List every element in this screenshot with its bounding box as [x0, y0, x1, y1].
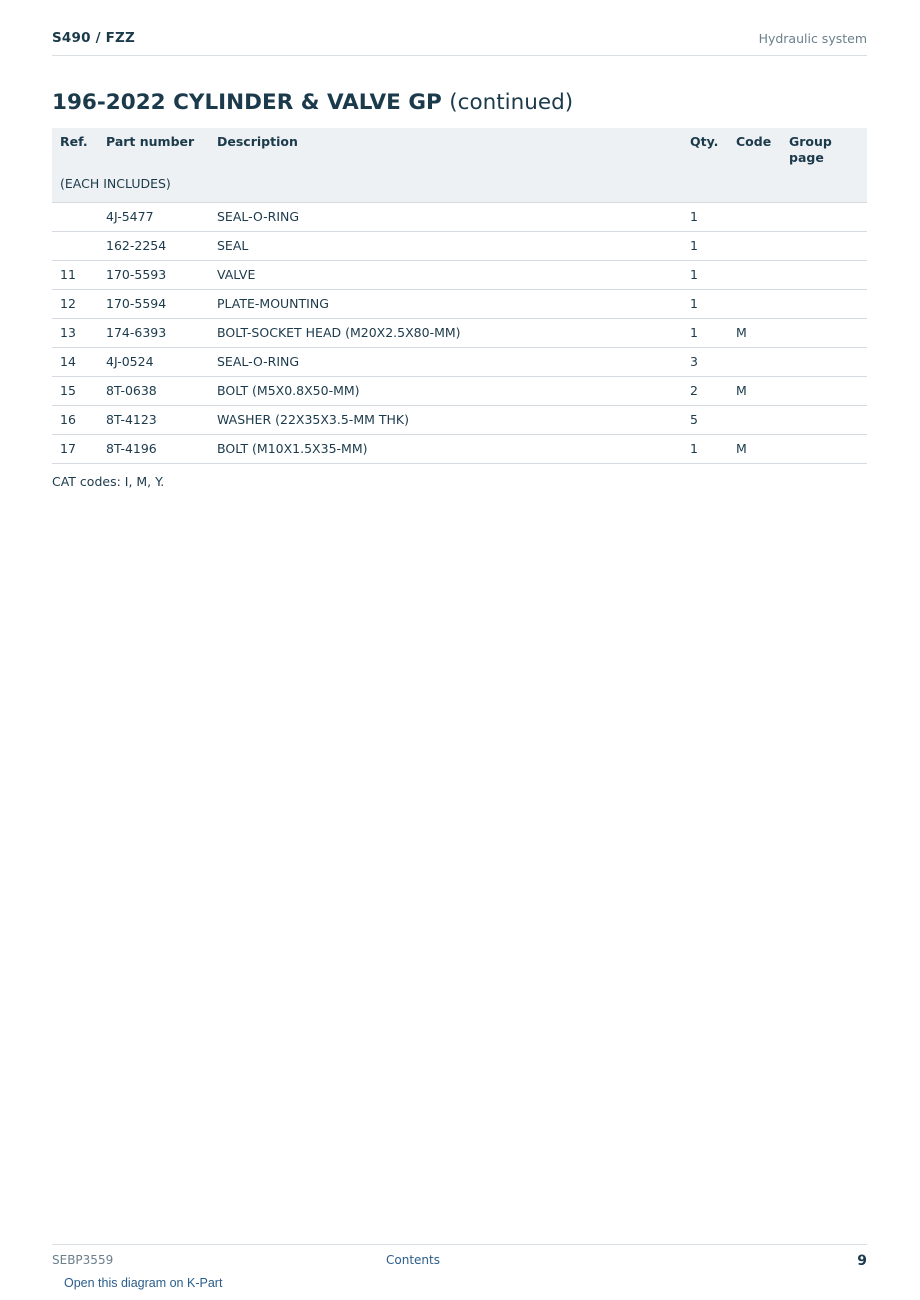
column-header-code: Code — [728, 128, 781, 166]
row-code — [728, 202, 781, 231]
table-row — [52, 434, 867, 463]
row-part-number: 4J-0524 — [98, 347, 209, 376]
row-description: VALVE — [209, 260, 682, 289]
row-qty: 1 — [682, 318, 728, 347]
row-ref: 16 — [52, 405, 98, 434]
row-group-page — [781, 260, 867, 289]
row-code: M — [728, 318, 781, 347]
page-number: 9 — [857, 1253, 867, 1269]
row-ref: 11 — [52, 260, 98, 289]
parts-table-body — [52, 166, 867, 463]
row-qty: 2 — [682, 376, 728, 405]
document-id: SEBP3559 — [52, 1253, 114, 1267]
page-header — [52, 28, 867, 56]
table-row — [52, 318, 867, 347]
row-part-number: 170-5593 — [98, 260, 209, 289]
row-description: BOLT (M5X0.8X50-MM) — [209, 376, 682, 405]
table-row — [52, 376, 867, 405]
row-group-page — [781, 318, 867, 347]
row-code — [728, 231, 781, 260]
column-header-description: Description — [209, 128, 682, 166]
row-ref: 12 — [52, 289, 98, 318]
row-qty: 3 — [682, 347, 728, 376]
row-ref: 15 — [52, 376, 98, 405]
row-ref — [52, 231, 98, 260]
row-qty: 1 — [682, 202, 728, 231]
includes-note: (EACH INCLUDES) — [52, 166, 867, 202]
contents-link[interactable]: Contents — [386, 1253, 440, 1267]
row-group-page — [781, 376, 867, 405]
row-qty: 1 — [682, 289, 728, 318]
row-code — [728, 260, 781, 289]
row-qty: 5 — [682, 405, 728, 434]
row-ref: 17 — [52, 434, 98, 463]
row-part-number: 8T-4196 — [98, 434, 209, 463]
table-row — [52, 289, 867, 318]
row-group-page — [781, 434, 867, 463]
section-name: Hydraulic system — [758, 31, 867, 46]
row-code: M — [728, 376, 781, 405]
row-qty: 1 — [682, 434, 728, 463]
row-part-number: 162-2254 — [98, 231, 209, 260]
row-qty: 1 — [682, 231, 728, 260]
includes-row — [52, 166, 867, 202]
group-title: 196-2022 CYLINDER & VALVE GP — [52, 90, 442, 115]
table-row — [52, 231, 867, 260]
row-description: SEAL-O-RING — [209, 202, 682, 231]
table-row — [52, 260, 867, 289]
row-description: SEAL — [209, 231, 682, 260]
parts-table — [52, 128, 867, 464]
table-row — [52, 202, 867, 231]
page-title — [52, 89, 573, 117]
row-code — [728, 347, 781, 376]
row-group-page — [781, 347, 867, 376]
row-description: SEAL-O-RING — [209, 347, 682, 376]
open-kpart-link[interactable]: Open this diagram on K-Part — [64, 1276, 223, 1290]
column-header-part-number: Part number — [98, 128, 209, 166]
machine-model: S490 / FZZ — [52, 30, 136, 46]
row-description: BOLT-SOCKET HEAD (M20X2.5X80-MM) — [209, 318, 682, 347]
row-part-number: 4J-5477 — [98, 202, 209, 231]
row-part-number: 8T-4123 — [98, 405, 209, 434]
cat-codes-note: CAT codes: I, M, Y. — [52, 474, 165, 489]
row-code: M — [728, 434, 781, 463]
row-description: PLATE-MOUNTING — [209, 289, 682, 318]
row-ref: 14 — [52, 347, 98, 376]
row-qty: 1 — [682, 260, 728, 289]
row-description: BOLT (M10X1.5X35-MM) — [209, 434, 682, 463]
row-code — [728, 405, 781, 434]
column-header-group-page: Group page — [781, 128, 867, 166]
page-footer — [52, 1244, 867, 1275]
column-header-ref: Ref. — [52, 128, 98, 166]
table-row — [52, 347, 867, 376]
column-header-qty: Qty. — [682, 128, 728, 166]
row-ref: 13 — [52, 318, 98, 347]
row-group-page — [781, 405, 867, 434]
row-group-page — [781, 202, 867, 231]
parts-table-header — [52, 128, 867, 166]
row-part-number: 8T-0638 — [98, 376, 209, 405]
row-description: WASHER (22X35X3.5-MM THK) — [209, 405, 682, 434]
title-suffix: (continued) — [449, 90, 574, 115]
row-code — [728, 289, 781, 318]
table-row — [52, 405, 867, 434]
row-part-number: 170-5594 — [98, 289, 209, 318]
row-group-page — [781, 289, 867, 318]
row-ref — [52, 202, 98, 231]
row-part-number: 174-6393 — [98, 318, 209, 347]
row-group-page — [781, 231, 867, 260]
